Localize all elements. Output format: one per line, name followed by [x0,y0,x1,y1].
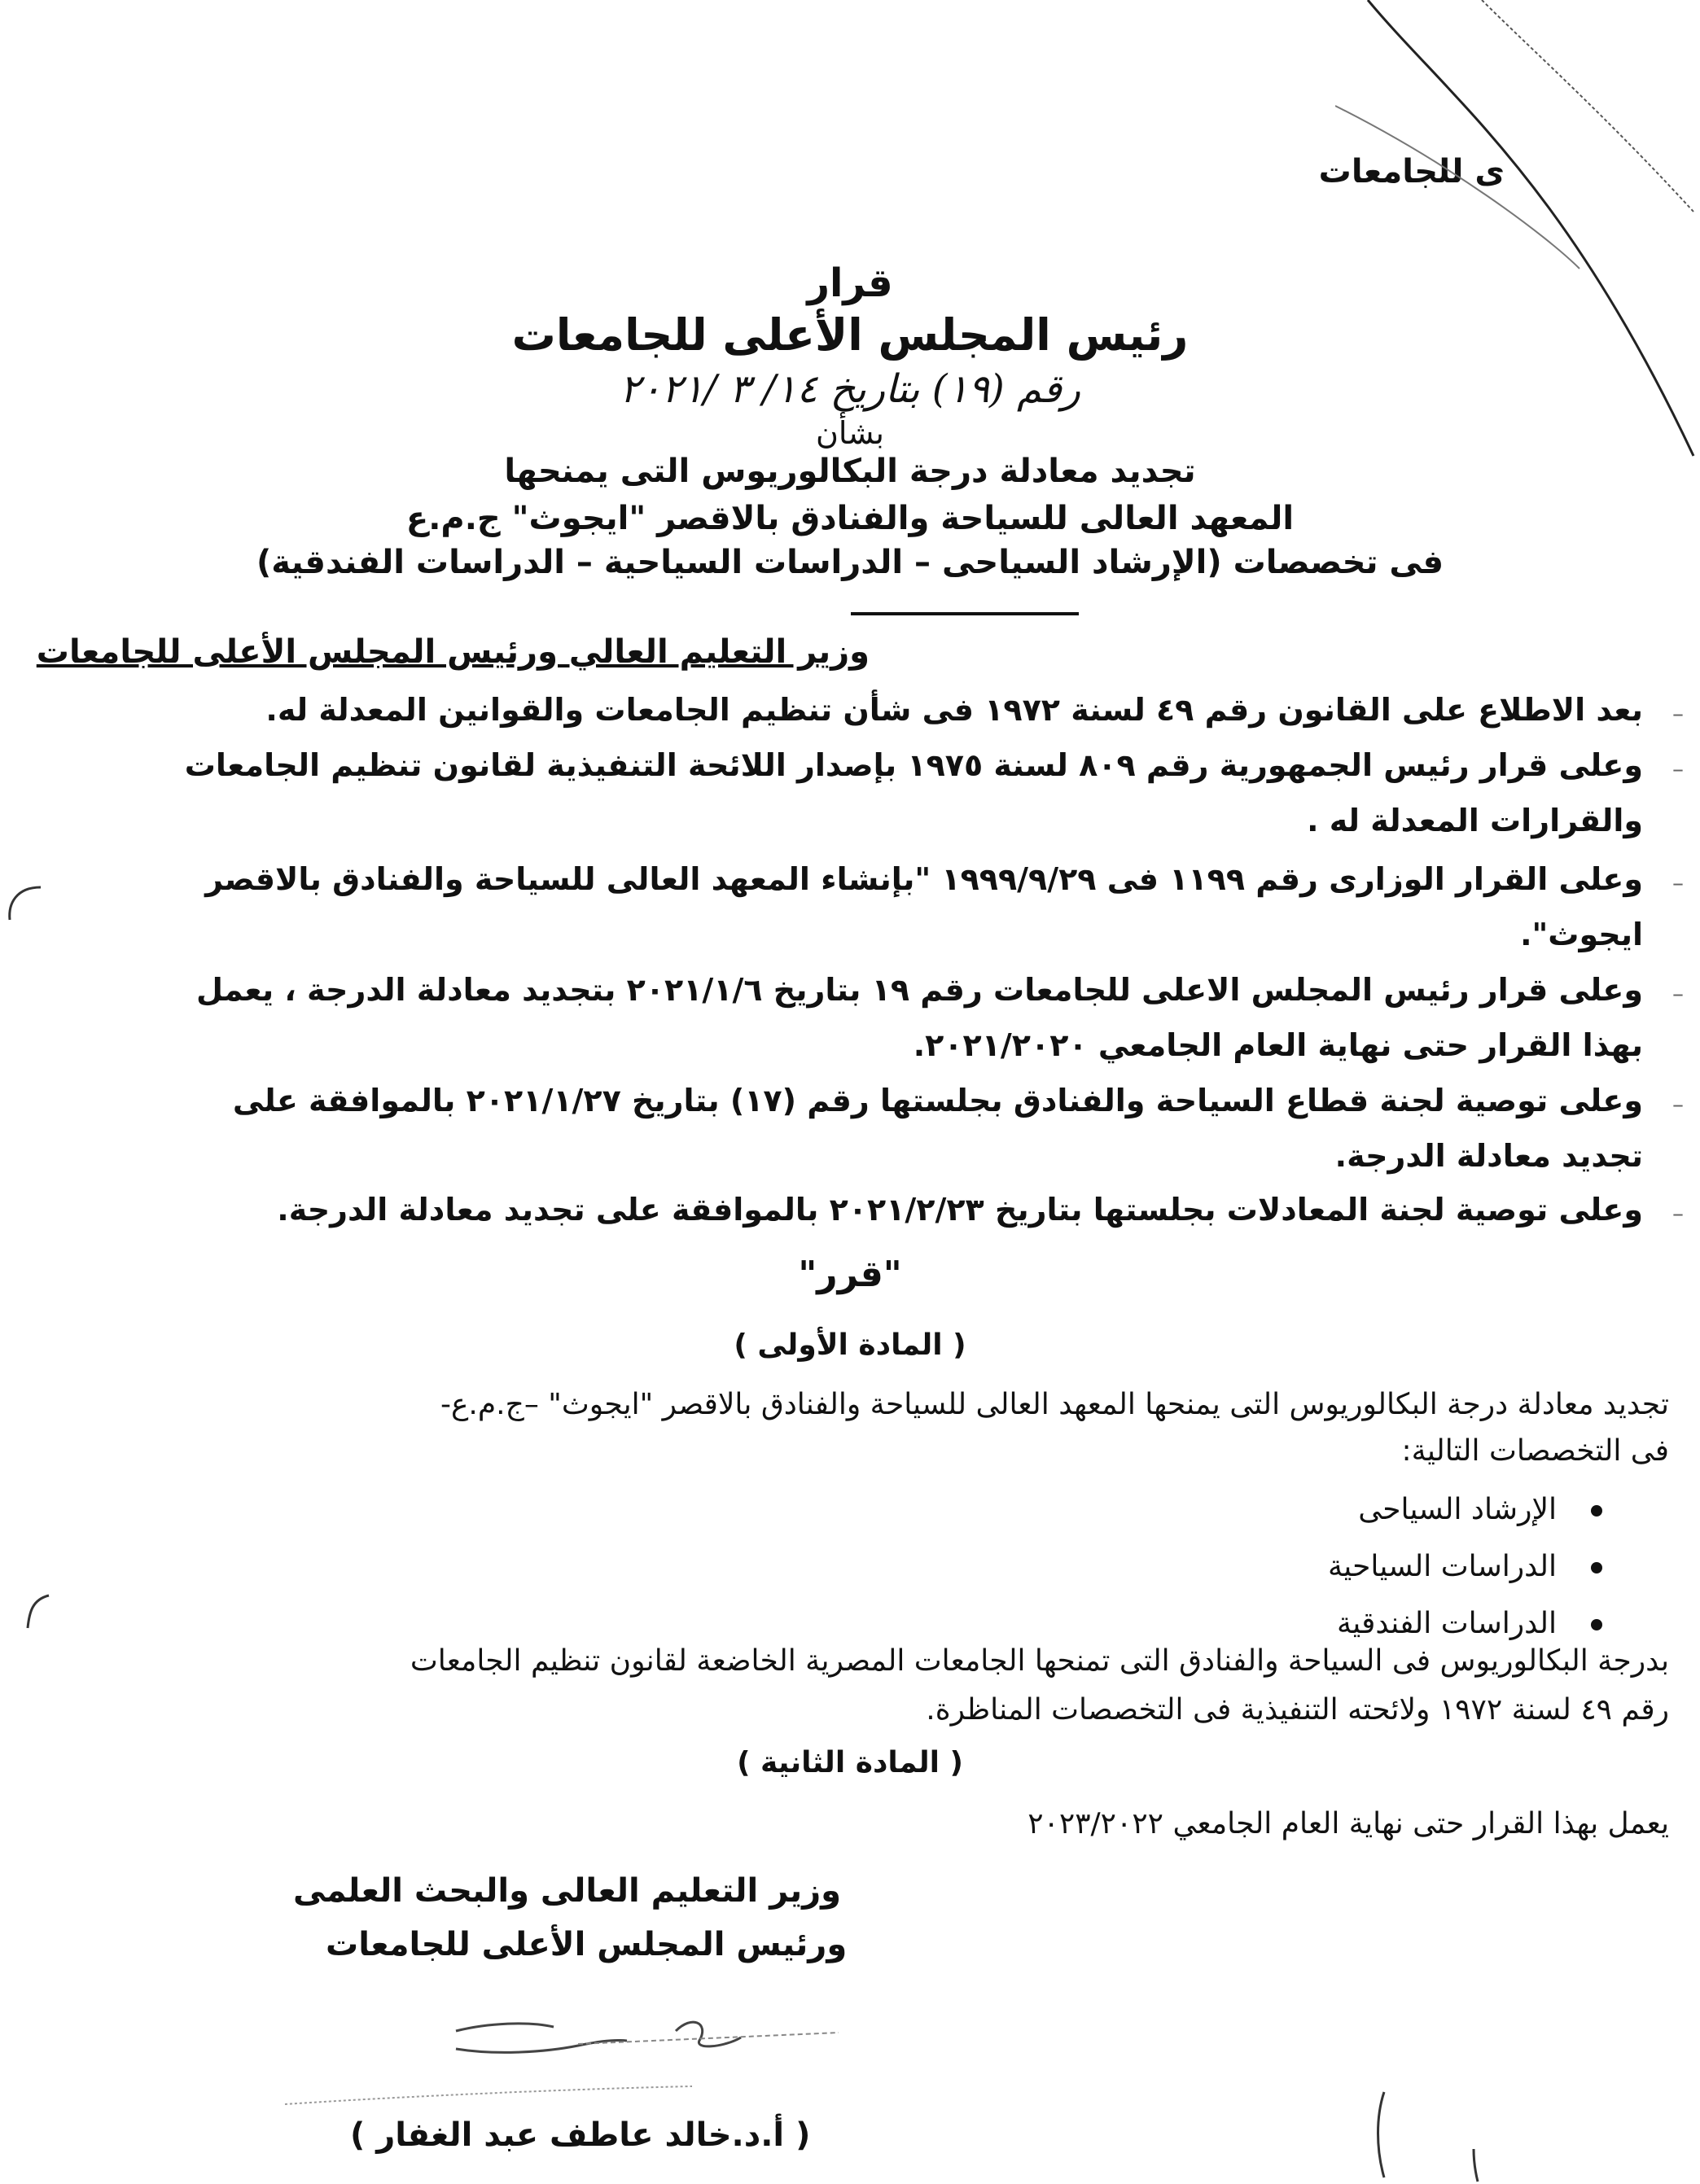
separator-rule [851,612,1079,615]
article-2-text: يعمل بهذا القرار حتى نهاية العام الجامعي ٢٠٢٣/٢٠٢٢ [1027,1807,1669,1840]
article-2-heading: ( المادة الثانية ) [737,1746,963,1779]
concerning-word: بشأن [816,415,884,451]
specialization-label: الإرشاد السياحى [1358,1493,1557,1526]
article-1-intro-line-2: فى التخصصات التالية: [1401,1434,1669,1468]
preamble-clause-6 [243,1182,1643,1237]
preamble-clause-line: وعلى توصية لجنة قطاع السياحة والفنادق بجلستها رقم (١٧) بتاريخ ٢٠٢١/١/٢٧ بالموافقة على [232,1083,1643,1118]
preamble-clause-2 [184,737,1643,848]
specialization-item [1328,1550,1602,1583]
preamble-clause-line: والقرارات المعدلة له . [1307,803,1643,838]
subject-line-1: تجديد معادلة درجة البكالوريوس التى يمنحها [504,453,1196,490]
issuer-title: رئيس المجلس الأعلى للجامعات [511,309,1189,361]
clause-marker: – [1672,980,1684,1007]
preamble-clause-line: وعلى قرار رئيس المجلس الاعلى للجامعات رقم ١٩ بتاريخ ٢٠٢١/١/٦ بتجديد معادلة الدرجة ، يعمل [196,972,1643,1008]
specialization-item [1337,1607,1602,1640]
decision-heading: "قرر" [798,1254,902,1295]
decision-number-line [0,366,1700,412]
decision-number-text: رقم (١٩) بتاريخ ١٤/ ٣ /٢٠٢١ [619,366,1081,412]
preamble-clause-line: ايجوث". [1520,917,1643,952]
bullet-icon [1591,1505,1602,1517]
subject-line-3: فى تخصصات (الإرشاد السياحى – الدراسات السياحية – الدراسات الفندقية) [256,544,1444,581]
specialization-label: الدراسات السياحية [1327,1550,1557,1583]
signature-title-line-2: ورئيس المجلس الأعلى للجامعات [326,1926,848,1963]
preamble-clause-line: وعلى توصية لجنة المعادلات بجلستها بتاريخ ٢٠٢١/٢/٢٣ بالموافقة على تجديد معادلة الدرجة. [277,1192,1643,1228]
clause-marker: – [1672,700,1684,727]
margin-mark [1352,2084,1514,2184]
specialization-item [1358,1493,1602,1526]
article-1-outro-line-1: بدرجة البكالوريوس فى السياحة والفنادق التى تمنحها الجامعات المصرية الخاضعة لقانون تنظيم الجامعات [410,1644,1669,1678]
clause-marker: – [1672,1200,1684,1227]
clause-marker: – [1672,1091,1684,1118]
preamble-clause-1 [243,682,1643,737]
signature-title-line-1: وزير التعليم العالى والبحث العلمى [293,1872,841,1910]
preamble-clause-line: تجديد معادلة الدرجة. [1334,1138,1643,1174]
header-org-fragment: ى للجامعات [1318,153,1505,190]
addressee-heading: وزير التعليم العالي ورئيس المجلس الأعلى للجامعات [36,633,870,671]
clause-marker: – [1672,755,1684,782]
subject-line-2: المعهد العالى للسياحة والفنادق بالاقصر "ايجوث" ج.م.ع [405,500,1295,537]
bullet-icon [1591,1562,1602,1573]
preamble-clause-4 [196,962,1643,1073]
article-1-outro-line-2: رقم ٤٩ لسنة ١٩٧٢ ولائحته التنفيذية فى التخصصات المناظرة. [926,1693,1669,1727]
decision-word: قرار [807,260,893,306]
article-1-intro-line-1: تجديد معادلة درجة البكالوريوس التى يمنحها المعهد العالى للسياحة والفنادق بالاقصر "ايجوث" –ج.م.ع- [440,1388,1669,1421]
preamble-clause-line: بعد الاطلاع على القانون رقم ٤٩ لسنة ١٩٧٢ فى شأن تنظيم الجامعات والقوانين المعدلة له. [265,692,1643,728]
clause-marker: – [1672,869,1684,896]
preamble-clause-line: بهذا القرار حتى نهاية العام الجامعي ٢٠٢١/٢٠٢٠. [913,1027,1643,1063]
handwritten-signature [269,1998,920,2112]
margin-mark [16,1587,65,1636]
preamble-clause-5 [232,1073,1643,1184]
preamble-clause-line: وعلى القرار الوزارى رقم ١١٩٩ فى ١٩٩٩/٩/٢٩ "بإنشاء المعهد العالى للسياحة والفنادق بالاقصر [205,861,1643,897]
preamble-clause-3 [205,851,1643,962]
article-1-heading: ( المادة الأولى ) [734,1328,966,1362]
preamble-clause-line: وعلى قرار رئيس الجمهورية رقم ٨٠٩ لسنة ١٩٧٥ بإصدار اللائحة التنفيذية لقانون تنظيم الجامعات [184,747,1643,783]
signatory-name: ( أ.د.خالد عاطف عبد الغفار ) [350,2116,811,2154]
margin-mark [0,879,49,928]
bullet-icon [1591,1619,1602,1630]
specialization-label: الدراسات الفندقية [1336,1607,1557,1640]
